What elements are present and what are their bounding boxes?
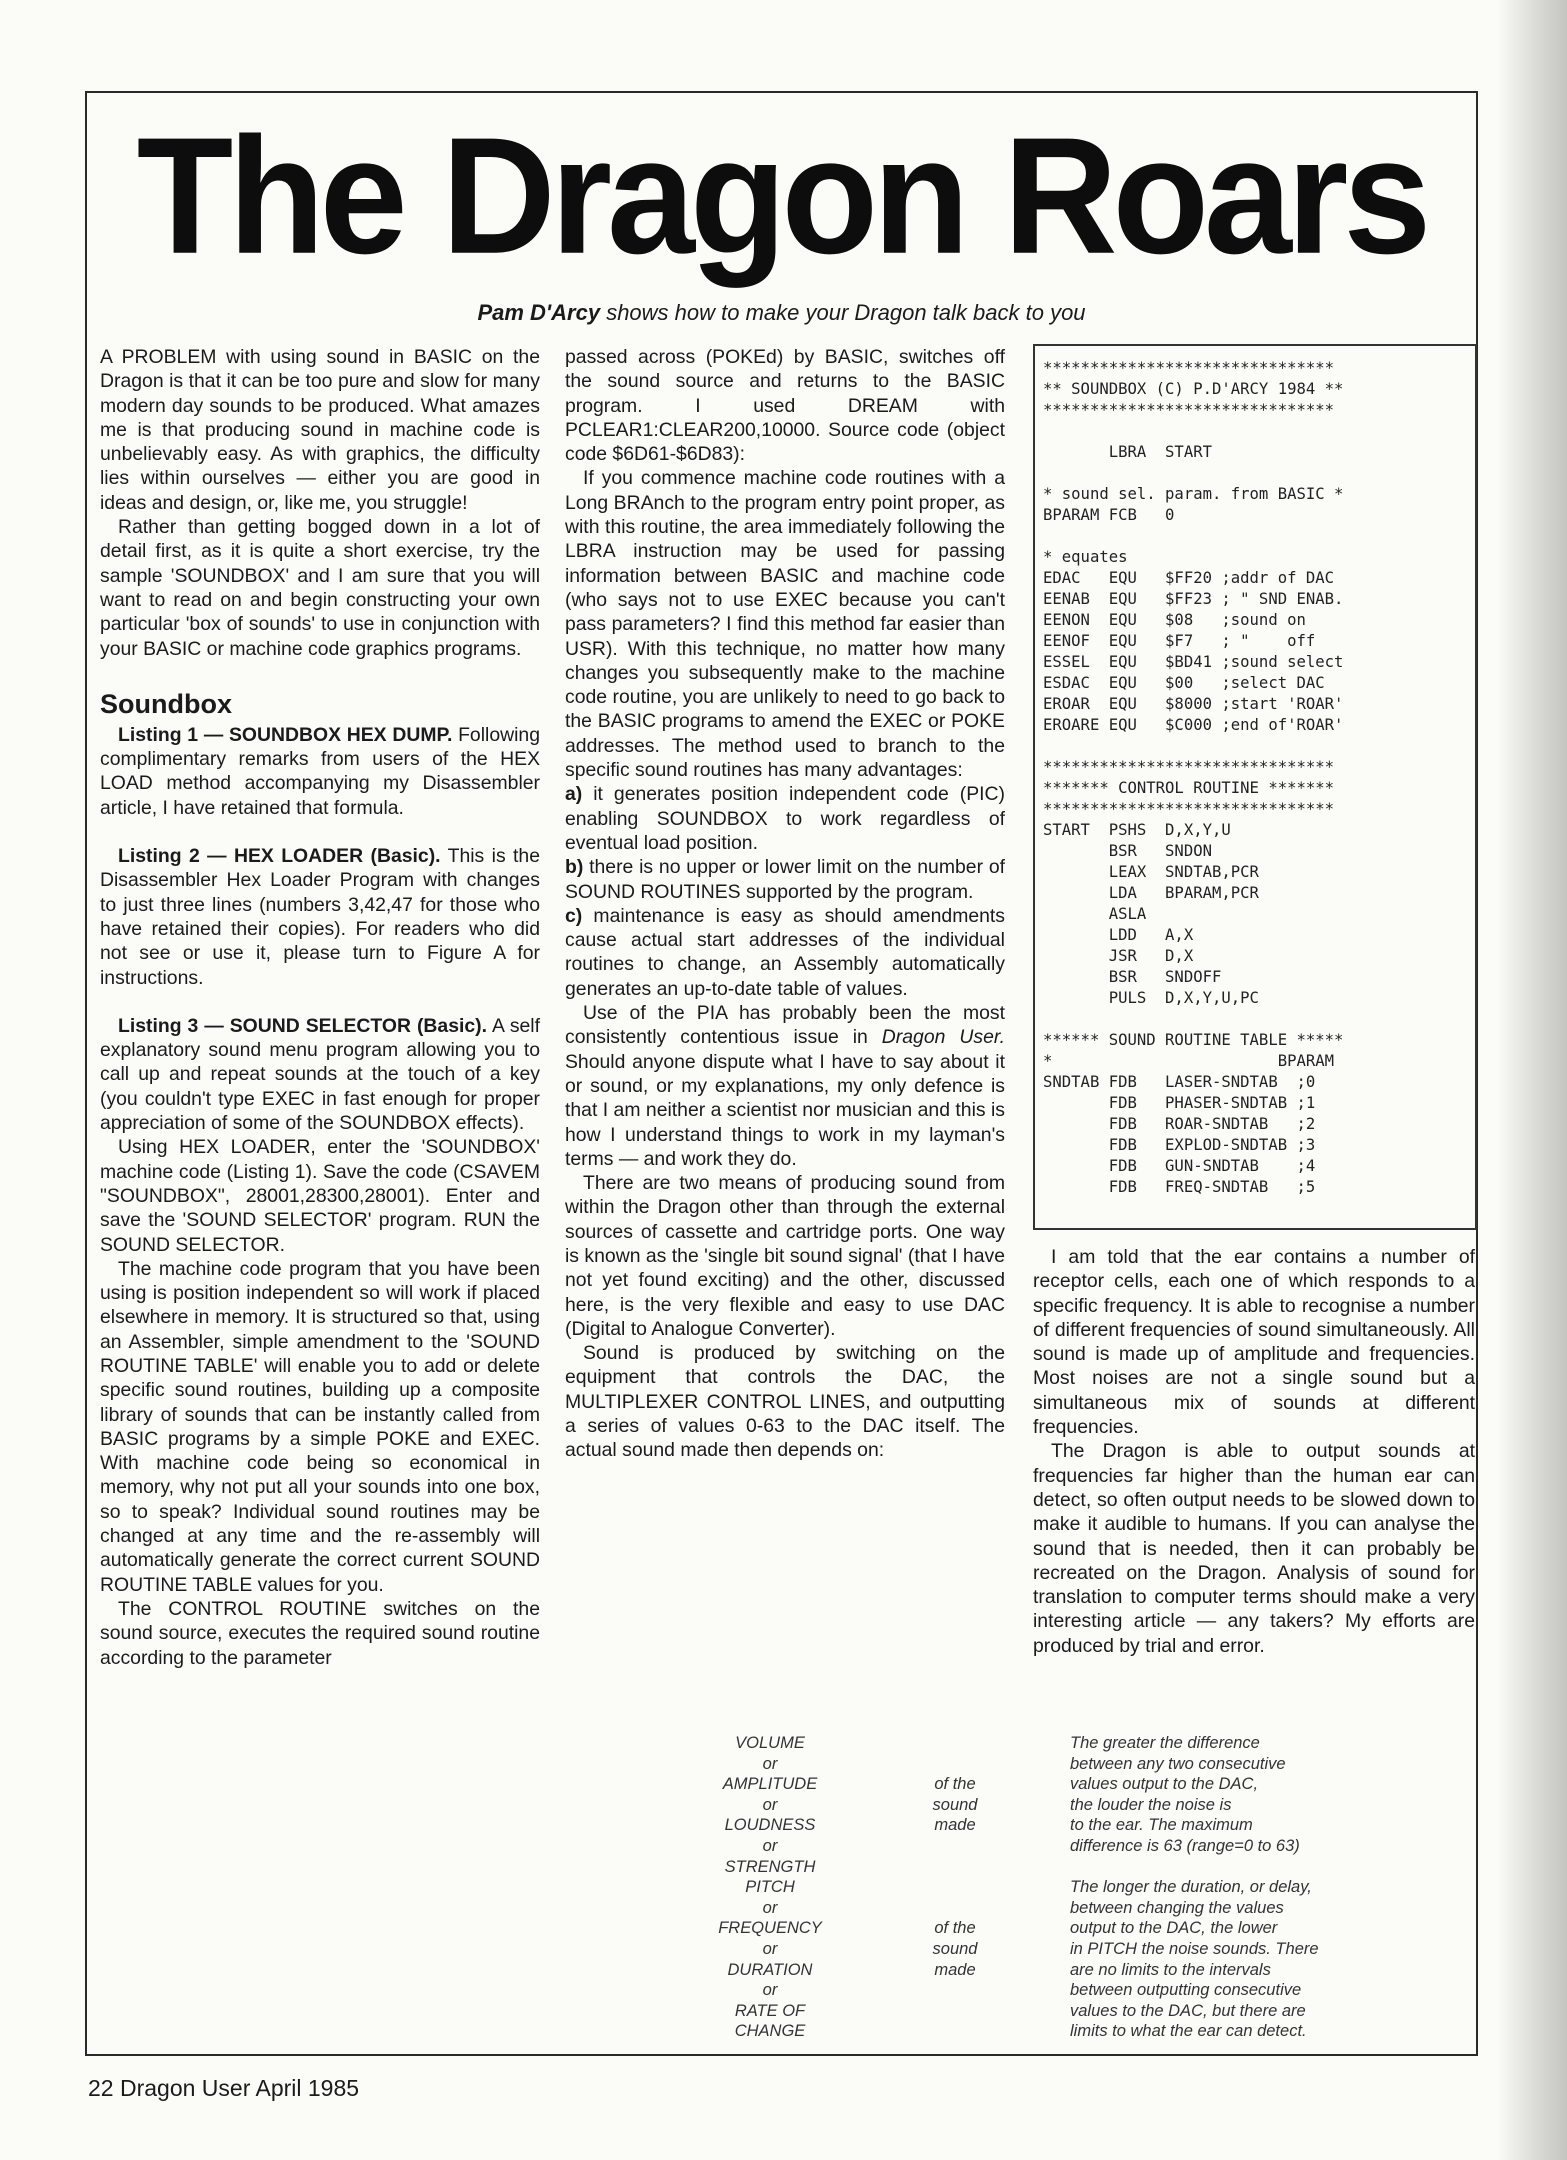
author: Pam D'Arcy — [477, 300, 601, 325]
item-marker: c) — [565, 904, 583, 927]
article-title: The Dragon Roars — [136, 103, 1427, 289]
note-line: the louder the noise is — [1070, 1795, 1232, 1814]
paragraph: The CONTROL ROUTINE switches on the sound source, executes the required sound routine according to the parameter — [100, 1597, 540, 1669]
sound-factors-list — [680, 1733, 860, 2042]
column-1 — [100, 345, 540, 1670]
listing1-text: Following complimentary remarks from users of the HEX LOAD method accompanying my Disassembler article, I have retained that formula. — [100, 723, 540, 819]
text: Use of the PIA has probably been the most consistently contentious issue in — [565, 1002, 1005, 1049]
factor-term: RATE OF — [734, 2001, 806, 2020]
page-edge-shadow — [1497, 0, 1567, 2160]
code-line: ****** SOUND ROUTINE TABLE ***** — [1043, 1031, 1344, 1049]
factor-term: or — [762, 1836, 778, 1855]
code-line: * sound sel. param. from BASIC * — [1043, 485, 1344, 503]
note-line: to the ear. The maximum — [1070, 1816, 1253, 1835]
code-line — [1043, 736, 1475, 757]
code-line: ******************************* — [1043, 800, 1335, 818]
factor-label: of the — [934, 1775, 976, 1794]
note-line: The longer the duration, or delay, — [1070, 1878, 1312, 1897]
note-line: are no limits to the intervals — [1070, 1960, 1271, 1979]
code-line: EROARE EQU $C000 ;end of'ROAR' — [1043, 716, 1344, 734]
text: Should anyone dispute what I have to say about it or sound, or my explanations, my only defence is that I am neither a scientist nor musician and this is how I understand things to work in my layman's terms — and work they do. — [565, 1050, 1005, 1170]
code-line: SNDTAB FDB LASER-SNDTAB ;0 — [1043, 1073, 1316, 1091]
factor-label: of the — [934, 1919, 976, 1938]
section-heading: Soundbox — [100, 688, 232, 719]
code-line: BSR SNDOFF — [1043, 968, 1222, 986]
note-line: values output to the DAC, — [1070, 1775, 1259, 1794]
code-line: ******************************* — [1043, 359, 1335, 377]
code-line: ******************************* — [1043, 401, 1335, 419]
code-line: EDAC EQU $FF20 ;addr of DAC — [1043, 569, 1335, 587]
page-footer: 22 Dragon User April 1985 — [88, 2075, 360, 2101]
item-text: it generates position independent code (PIC) enabling SOUNDBOX to work regardless of eventual load position. — [565, 783, 1005, 854]
code-line — [1043, 1009, 1475, 1030]
magazine-name: Dragon User. — [881, 1026, 1005, 1049]
code-line: LDD A,X — [1043, 926, 1194, 944]
note-line: between outputting consecutive — [1070, 1981, 1302, 2000]
paragraph — [100, 844, 540, 990]
factor-term: FREQUENCY — [718, 1919, 822, 1938]
code-line — [1043, 421, 1475, 442]
paragraph: There are two means of producing sound from within the Dragon other than through the external sources of cassette and cartridge ports. One way is known as the 'single bit sound signal' (that I have not yet found exciting) and the other, discussed here, is the very flexible and easy to use DAC (Digital to Analogue Converter). — [565, 1172, 1005, 1340]
code-line: JSR D,X — [1043, 947, 1194, 965]
listing3-lead: Listing 3 — SOUND SELECTOR (Basic). — [118, 1014, 488, 1037]
code-line: BPARAM FCB 0 — [1043, 506, 1175, 524]
note-line: output to the DAC, the lower — [1070, 1919, 1278, 1938]
code-line: LEAX SNDTAB,PCR — [1043, 863, 1259, 881]
code-line: START PSHS D,X,Y,U — [1043, 821, 1231, 839]
code-line: ESDAC EQU $00 ;select DAC — [1043, 674, 1325, 692]
sound-factor-labels — [905, 1733, 1005, 1980]
factor-term: CHANGE — [734, 2022, 806, 2041]
code-line: ASLA — [1043, 905, 1147, 923]
listing2-text: This is the Disassembler Hex Loader Program with changes to just three lines (numbers 3,42,47 for those who have retained their copies). For readers who did not see or use it, please turn to Figure A for instructions. — [100, 845, 541, 989]
code-line: ******* CONTROL ROUTINE ******* — [1043, 779, 1335, 797]
code-line: ******************************* — [1043, 758, 1335, 776]
note-line: limits to what the ear can detect. — [1070, 2022, 1307, 2041]
note-line: The greater the difference — [1070, 1734, 1260, 1752]
paragraph: I am told that the ear contains a number of receptor cells, each one of which responds to a specific frequency. It is able to recognise a number of different frequencies of sound simultaneously. All sound is made up of amplitude and frequencies. Most noises are not a single sound but a simultaneous mix of sounds at different frequencies. — [1033, 1246, 1475, 1439]
column-2 — [565, 345, 1005, 1463]
advantage-c — [565, 904, 1005, 1001]
code-line — [1043, 463, 1475, 484]
code-line: FDB EXPLOD-SNDTAB ;3 — [1043, 1136, 1316, 1154]
paragraph: Using HEX LOADER, enter the 'SOUNDBOX' machine code (Listing 1). Save the code (CSAVEM "SOUNDBOX", 28001,28300,28001). Enter and save the 'SOUND SELECTOR' program. RUN the SOUND SELECTOR. — [100, 1136, 540, 1256]
code-line: ** SOUNDBOX (C) P.D'ARCY 1984 ** — [1043, 380, 1344, 398]
item-marker: a) — [565, 783, 583, 806]
paragraph: Sound is produced by switching on the equipment that controls the DAC, the MULTIPLEXER CONTROL LINES, and outputting a series of values 0-63 to the DAC itself. The actual sound made then depends on: — [565, 1342, 1005, 1462]
factor-term: AMPLITUDE — [722, 1775, 818, 1794]
byline — [85, 300, 1478, 326]
paragraph: passed across (POKEd) by BASIC, switches off the sound source and returns to the BASIC program. I used DREAM with PCLEAR1:CLEAR200,10000. Source code (object code $6D61-$6D83): — [565, 346, 1005, 466]
factor-term: or — [762, 1981, 778, 2000]
code-line: EENOF EQU $F7 ; " off — [1043, 632, 1316, 650]
code-line: FDB ROAR-SNDTAB ;2 — [1043, 1115, 1316, 1133]
factor-term: LOUDNESS — [724, 1816, 816, 1835]
factor-term: PITCH — [745, 1878, 795, 1897]
paragraph: The machine code program that you have been using is position independent so will work if placed elsewhere in memory. It is structured so that, using an Assembler, simple amendment to the 'SOUND ROUTINE TABLE' will enable you to add or delete specific sound routines, building up a composite library of sounds that can be instantly called from BASIC programs by a simple POKE and EXEC. With machine code being so economical in memory, why not put all your sounds into one box, so to speak? Individual sound routines may be changed at any time and the re-assembly will automatically generate the correct current SOUND ROUTINE TABLE values for you. — [100, 1257, 540, 1596]
code-line: EENAB EQU $FF23 ; " SND ENAB. — [1043, 590, 1344, 608]
note-line: difference is 63 (range=0 to 63) — [1070, 1836, 1300, 1855]
listing3-text: A self explanatory sound menu program allowing you to call up and repeat sounds at the touch of a key (you couldn't type EXEC in fast enough for proper appreciation of some of the SOUNDBOX effects). — [100, 1014, 540, 1135]
paragraph — [100, 723, 540, 820]
factor-term: or — [762, 1898, 778, 1917]
factor-term: or — [762, 1795, 778, 1814]
code-line: LDA BPARAM,PCR — [1043, 884, 1259, 902]
code-line: FDB FREQ-SNDTAB ;5 — [1043, 1178, 1316, 1196]
factor-term: DURATION — [727, 1960, 813, 1979]
note-line: between changing the values — [1070, 1898, 1284, 1917]
item-marker: b) — [565, 856, 584, 879]
code-line: EROAR EQU $8000 ;start 'ROAR' — [1043, 695, 1344, 713]
paragraph — [100, 1014, 540, 1135]
code-line: ESSEL EQU $BD41 ;sound select — [1043, 653, 1344, 671]
note-line: in PITCH the noise sounds. There — [1070, 1939, 1319, 1958]
paragraph: The Dragon is able to output sounds at frequencies far higher than the human ear can detect, so often output needs to be slowed down to make it audible to humans. If you can analyse the sound that is needed, then it can probably be recreated on the Dragon. Analysis of sound for translation to computer terms should make a very interesting article — any takers? My efforts are produced by trial and error. — [1033, 1440, 1475, 1657]
code-line: FDB PHASER-SNDTAB ;1 — [1043, 1094, 1316, 1112]
code-line: LBRA START — [1043, 443, 1212, 461]
sound-factor-notes — [1070, 1733, 1450, 2042]
paragraph: If you commence machine code routines with a Long BRAnch to the program entry point proper, as with this routine, the area immediately following the LBRA instruction may be used for passing information between BASIC and machine code (who says not to use EXEC because you can't pass parameters? I find this method far easier than USR). With this technique, no matter how many changes you subsequently make to the machine code routine, you are unlikely to need to go back to the BASIC programs to amend the EXEC or POKE addresses. The method used to branch to the specific sound routines has many advantages: — [565, 467, 1005, 782]
item-text: maintenance is easy as should amendments cause actual start addresses of the individual routines to change, an Assembly automatically generates an up-to-date table of values. — [565, 904, 1005, 1000]
factor-term: STRENGTH — [724, 1857, 816, 1876]
code-line: FDB GUN-SNDTAB ;4 — [1043, 1157, 1316, 1175]
advantage-a — [565, 782, 1005, 855]
paragraph: A PROBLEM with using sound in BASIC on the Dragon is that it can be too pure and slow for many modern day sounds to be produced. What amazes me is that producing sound in machine code is unbelievably easy. As with graphics, the difficulty lies within ourselves — either you are good in ideas and design, or, like me, you struggle! — [100, 346, 540, 514]
code-line: * BPARAM — [1043, 1052, 1335, 1070]
factor-term: VOLUME — [735, 1734, 805, 1752]
factor-label: made — [934, 1816, 976, 1835]
code-line: PULS D,X,Y,U,PC — [1043, 989, 1259, 1007]
advantage-b — [565, 855, 1005, 904]
note-line: values to the DAC, but there are — [1070, 2001, 1306, 2020]
factor-term: or — [762, 1754, 778, 1773]
factor-label: sound — [932, 1939, 978, 1958]
byline-text: shows how to make your Dragon talk back to you — [600, 300, 1086, 325]
listing2-lead: Listing 2 — HEX LOADER (Basic). — [118, 845, 441, 868]
code-line: BSR SNDON — [1043, 842, 1212, 860]
column-3 — [1033, 1245, 1475, 1658]
code-line: * equates — [1043, 548, 1128, 566]
paragraph — [565, 1001, 1005, 1171]
listing1-lead: Listing 1 — SOUNDBOX HEX DUMP. — [118, 723, 453, 746]
factor-label: sound — [932, 1795, 978, 1814]
factor-term: or — [762, 1939, 778, 1958]
code-line: EENON EQU $08 ;sound on — [1043, 611, 1306, 629]
factor-label: made — [934, 1960, 976, 1979]
note-line: between any two consecutive — [1070, 1754, 1286, 1773]
source-code-listing — [1033, 344, 1477, 1230]
code-line — [1043, 526, 1475, 547]
item-text: there is no upper or lower limit on the number of SOUND ROUTINES supported by the program. — [565, 856, 1005, 903]
paragraph: Rather than getting bogged down in a lot of detail first, as it is quite a short exercise, try the sample 'SOUNDBOX' and I am sure that you will want to read on and begin constructing your own particular 'box of sounds' to use in conjunction with your BASIC or machine code graphics programs. — [100, 516, 540, 660]
